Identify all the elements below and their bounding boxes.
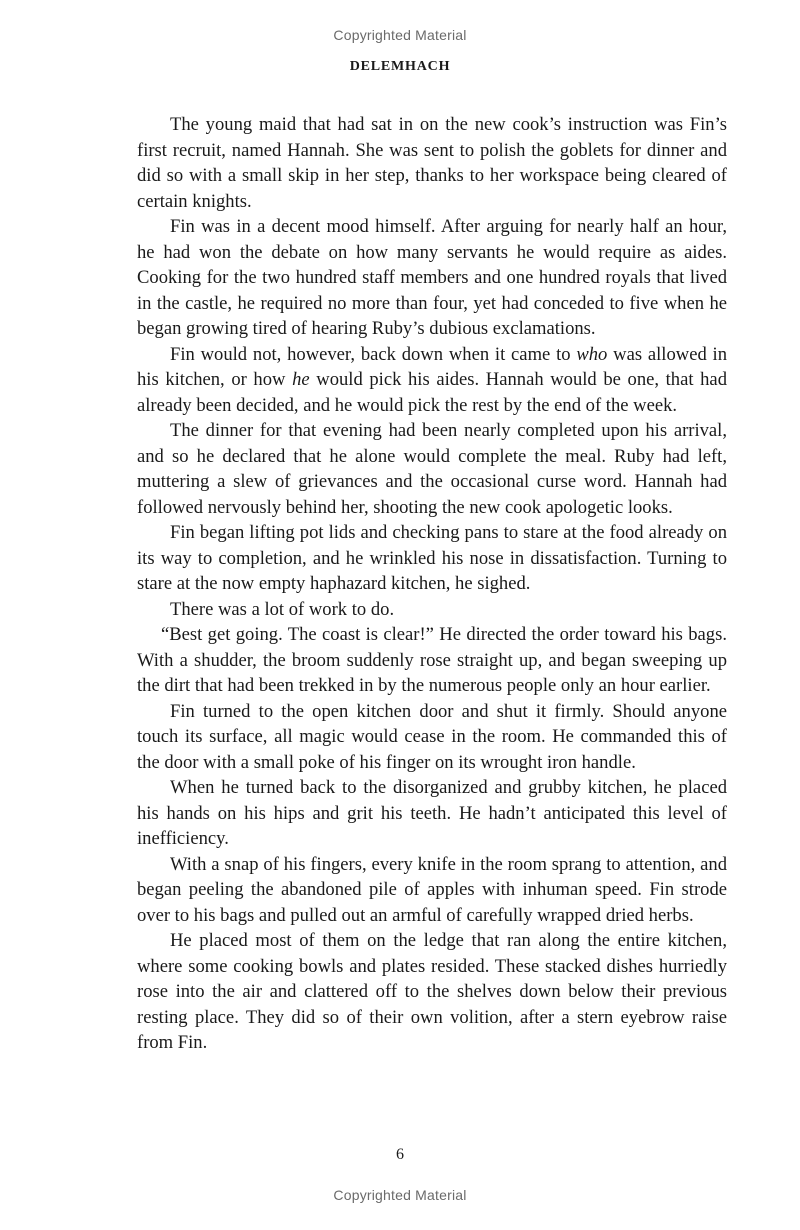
- paragraph: [137, 622, 727, 699]
- paragraph: [137, 214, 727, 342]
- paragraph-text: was allowed in his kitchen, or how: [137, 343, 728, 390]
- running-head: DELEMHACH: [349, 59, 451, 74]
- paragraph: [137, 418, 727, 520]
- copyright-watermark-bottom: Copyrighted Material: [333, 1187, 467, 1203]
- paragraph-text: would pick his aides. Hannah would be one, that had already been decided, and he would pick the rest by the end of the week.: [137, 369, 727, 416]
- copyright-watermark-top: Copyrighted Material: [333, 27, 467, 43]
- paragraph-text: When he turned back to the disorganized and grubby kitchen, he placed his hands on his hips and grit his teeth. He hadn’t anticipated this level of inefficiency.: [137, 777, 727, 849]
- paragraph: [137, 699, 727, 776]
- paragraph: [137, 112, 727, 214]
- paragraph: [137, 928, 727, 1056]
- body-text: [137, 112, 727, 1056]
- paragraph: [137, 775, 727, 852]
- page-number: 6: [396, 1146, 404, 1163]
- paragraph-text: He placed most of them on the ledge that ran along the entire kitchen, where some cooking bowls and plates resided. These stacked dishes hurriedly rose into the air and clattered off to the shelves down below their previous resting place. They did so of their own volition, after a stern eyebrow raise from Fin.: [137, 930, 727, 1053]
- paragraph-text: Fin began lifting pot lids and checking pans to stare at the food already on its way to completion, and he wrinkled his nose in dissatisfaction. Turning to stare at the now empty haphazard kitchen, he sighed.: [137, 522, 727, 594]
- paragraph: [137, 520, 727, 597]
- paragraph-text: The young maid that had sat in on the new cook’s instruction was Fin’s first recruit, named Hannah. She was sent to polish the goblets for dinner and did so with a small skip in her step, thanks to her workspace being cleared of certain knights.: [137, 114, 727, 212]
- paragraph-text: There was a lot of work to do.: [170, 598, 395, 620]
- paragraph-text: With a snap of his fingers, every knife in the room sprang to attention, and began peeling the abandoned pile of apples with inhuman speed. Fin strode over to his bags and pulled out an armful of carefully wrapped dried herbs.: [137, 853, 727, 926]
- paragraph-text: Fin would not, however, back down when it came to: [170, 343, 577, 365]
- paragraph: [137, 852, 727, 929]
- paragraph-text: The dinner for that evening had been nearly completed upon his arrival, and so he declared that he alone would complete the meal. Ruby had left, muttering a slew of grievances and the occasional curse word. Hannah had followed nervously behind her, shooting the new cook apologetic looks.: [137, 420, 727, 518]
- paragraph: [137, 597, 727, 623]
- paragraph-text: Fin was in a decent mood himself. After arguing for nearly half an hour, he had won the debate on how many servants he would require as aides. Cooking for the two hundred staff members and one hundred royals that lived in the castle, he required no more than four, yet had conceded to five when he began growing tired of hearing Ruby’s dubious exclamations.: [137, 216, 727, 339]
- emphasis-text: he: [292, 369, 310, 390]
- paragraph-text: Fin turned to the open kitchen door and shut it firmly. Should anyone touch its surface, all magic would cease in the room. He commanded this of the door with a small poke of his finger on its wrought iron handle.: [137, 700, 727, 773]
- paragraph: [137, 342, 727, 419]
- paragraph-text: “Best get going. The coast is clear!” He directed the order toward his bags. With a shudder, the broom suddenly rose straight up, and began sweeping up the dirt that had been trekked in by the numerous people only an hour earlier.: [137, 624, 727, 696]
- emphasis-text: who: [576, 343, 608, 365]
